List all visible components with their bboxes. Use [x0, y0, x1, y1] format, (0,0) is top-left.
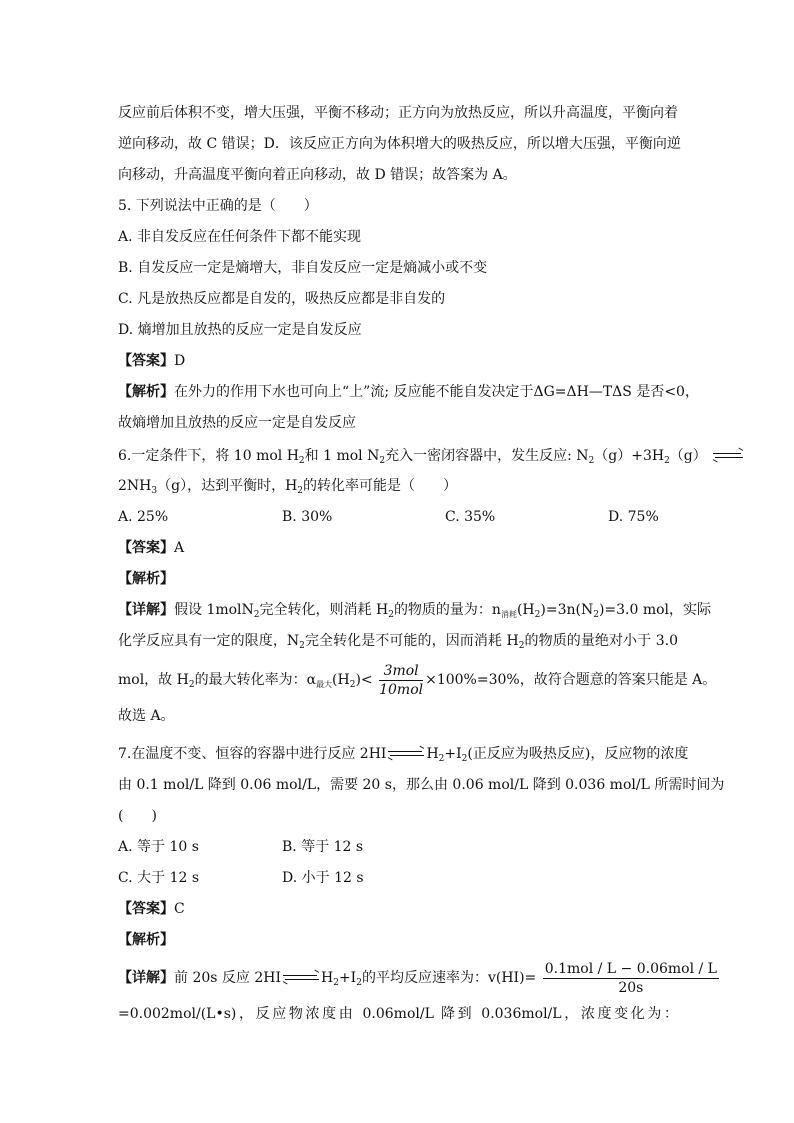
equilibrium-arrow-icon: [711, 451, 745, 461]
q5-answer: [118, 351, 185, 371]
q6-detail-line2: 化学反应具有一定的限度，$N_2$完全转化是不可能的，因而消耗 $H_2$的物质的量绝对小于 3.0: [118, 633, 678, 651]
q7-detail-line1: 【详解】前 20s 反应 2HI $H_2+I_2$的平均反应速率为：v(HI)= $\frac{\text{0.1mol / L − 0.06mol / L}}{20s}$: [118, 960, 717, 996]
q7-options-row2: [118, 868, 678, 888]
question-6-stem-line1: 6.一定条件下，将 10 mol $H_2$和 1 mol $N_2$充入一密闭容器中，发生反应: $N_2(g)+3H_2(g)$: [118, 446, 745, 466]
detail-label: 【详解】: [118, 970, 174, 986]
q5-option-d: D. 熵增加且放热的反应一定是自发反应: [118, 322, 362, 338]
q6-options: [118, 507, 678, 527]
q7-detail-line2: =0.002mol/(L•s)，反应物浓度由 0.06mol/L 降到 0.036mol/L，浓度变化为：: [118, 1006, 678, 1022]
answer-label: 【答案】: [118, 540, 174, 556]
question-5-stem: 5. 下列说法中正确的是（ ）: [118, 198, 318, 214]
q7-option-b: B. 等于 12 s: [282, 839, 364, 855]
equilibrium-arrow-icon: [281, 973, 321, 983]
q6-option-a: A. 25%: [118, 509, 169, 525]
q7-option-d: D. 小于 12 s: [282, 870, 364, 886]
q6-answer: [118, 538, 184, 558]
q6-analysis-label: 【解析】: [118, 571, 174, 587]
text-line: 反应前后体积不变，增大压强，平衡不移动；正方向为放热反应，所以升高温度，平衡向着: [118, 105, 678, 121]
q5-analysis-cont: 故熵增加且放热的反应一定是自发反应: [118, 415, 356, 431]
q7-options-row1: [118, 837, 678, 857]
q7-analysis-label: 【解析】: [118, 932, 174, 948]
equilibrium-arrow-icon: [386, 749, 426, 759]
answer-value: D: [174, 353, 186, 369]
q6-detail-line1: 【详解】假设 1molN$_2$完全转化，则消耗 $H_2$的物质的量为：$n_{消耗}(H_2)=3n(N_2)=3.0$ mol，实际: [118, 602, 712, 620]
fraction: $\frac{\text{0.1mol / L − 0.06mol / L}}{20s}$: [544, 960, 717, 996]
q5-option-a: A. 非自发反应在任何条件下都不能实现: [118, 229, 362, 245]
q5-option-b: B. 自发反应一定是熵增大，非自发反应一定是熵减小或不变: [118, 260, 488, 276]
q5-analysis: [118, 382, 699, 402]
analysis-label: 【解析】: [118, 384, 174, 400]
fraction: $\frac{\text{3mol}}{\text{10mol}}$: [379, 662, 424, 698]
q5-option-c: C. 凡是放热反应都是自发的，吸热反应都是非自发的: [118, 291, 446, 307]
question-6-stem-line2: $2NH_3(g)$，达到平衡时，$H_2$的转化率可能是（ ）: [118, 478, 458, 496]
q6-conclusion: 故选 A。: [118, 708, 175, 724]
q7-option-c: C. 大于 12 s: [118, 870, 200, 886]
answer-value: A: [174, 540, 185, 556]
answer-value: C: [174, 901, 185, 917]
question-7-stem-line3: ( ): [118, 808, 157, 824]
question-7-stem-line2: 由 0.1 mol/L 降到 0.06 mol/L，需要 20 s，那么由 0.06 mol/L 降到 0.036 mol/L 所需时间为: [118, 777, 725, 793]
q6-option-d: D. 75%: [608, 509, 659, 525]
q7-option-a: A. 等于 10 s: [118, 839, 199, 855]
text-line: 向移动，升高温度平衡向着正向移动，故 D 错误；故答案为 A。: [118, 167, 517, 183]
answer-label: 【答案】: [118, 901, 174, 917]
detail-label: 【详解】: [118, 602, 174, 618]
q6-detail-line3: mol，故 $H_2$的最大转化率为：$\alpha_{最大}(H_2)<$ $\frac{\text{3mol}}{\text{10mol}}$ ×100%=30%，故符合题意的答案只能是 A。: [118, 662, 717, 698]
answer-label: 【答案】: [118, 353, 174, 369]
text-line: 逆向移动，故 C 错误；D．该反应正方向为体积增大的吸热反应，所以增大压强，平衡向逆: [118, 136, 681, 152]
analysis-text: 在外力的作用下水也可向上“上”流; 反应能不能自发决定于ΔG=ΔH—TΔS 是否<0，: [174, 384, 699, 400]
q6-option-c: C. 35%: [445, 509, 496, 525]
q6-option-b: B. 30%: [282, 509, 333, 525]
q7-answer: [118, 899, 185, 919]
question-7-stem-line1: 7.在温度不变、恒容的容器中进行反应 2HI $H_2+I_2$(正反应为吸热反应)，反应物的浓度: [118, 746, 689, 764]
